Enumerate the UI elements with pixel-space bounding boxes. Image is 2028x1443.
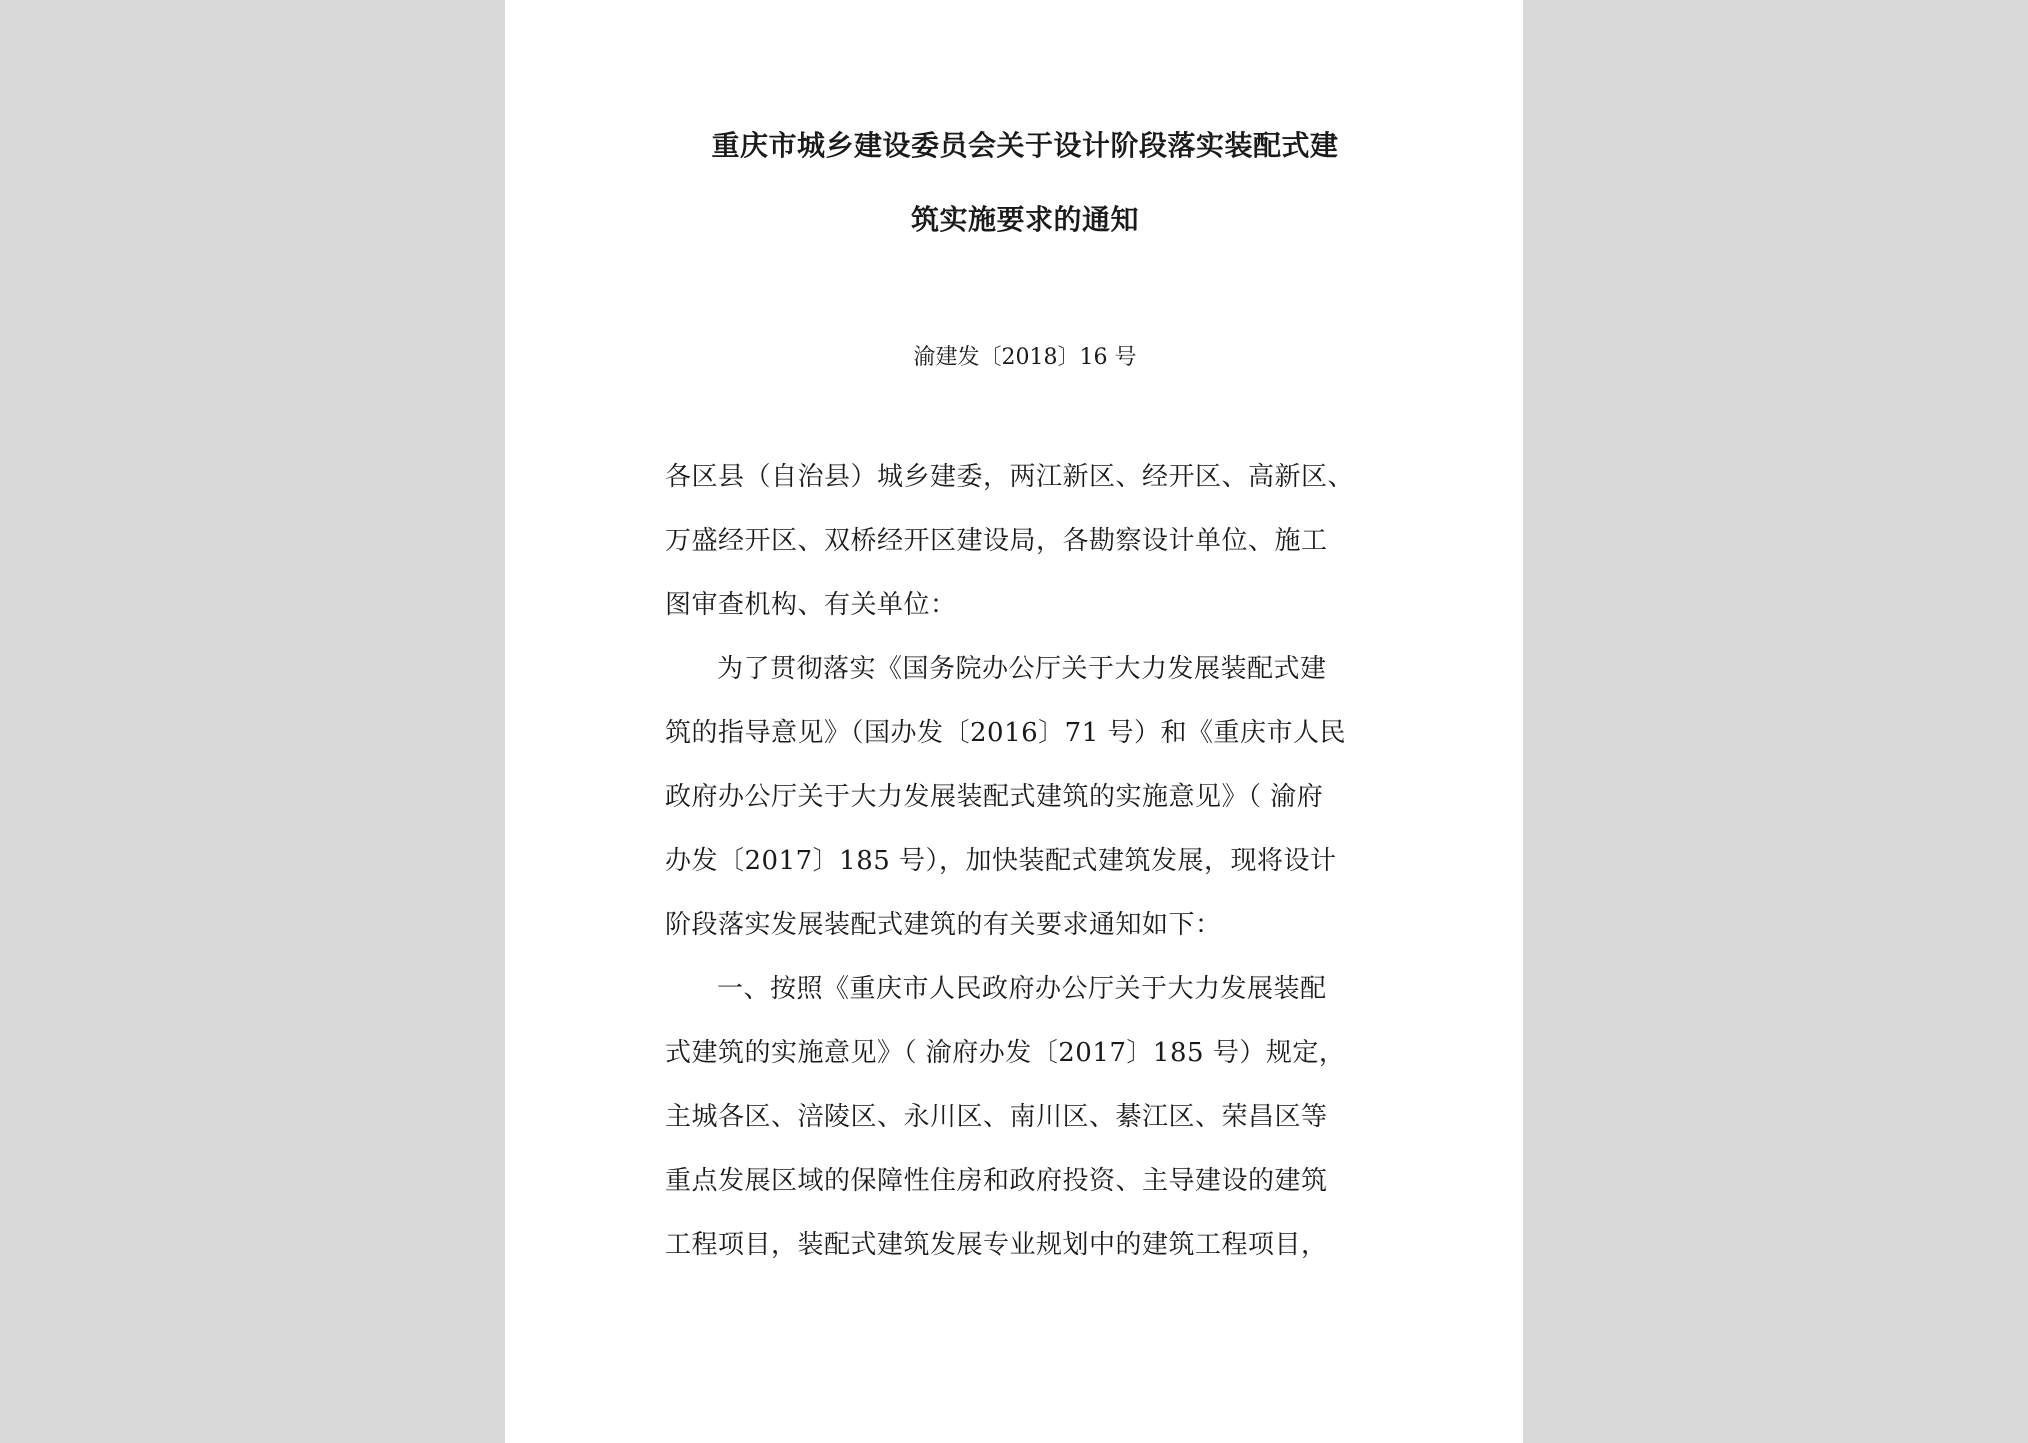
body-line: 政府办公厅关于大力发展装配式建筑的实施意见》（ 渝府 — [665, 782, 1324, 812]
body-line: 万盛经开区、双桥经开区建设局，各勘察设计单位、施工 — [665, 526, 1328, 556]
document-title-line-2: 筑实施要求的通知 — [910, 203, 1139, 236]
body-line: 一、按照《重庆市人民政府办公厅关于大力发展装配 — [717, 974, 1327, 1004]
body-line: 式建筑的实施意见》（ 渝府办发〔2017〕185 号）规定， — [665, 1038, 1346, 1068]
body-line: 筑的指导意见》（国办发〔2016〕71 号）和《重庆市人民 — [665, 718, 1347, 748]
body-line: 阶段落实发展装配式建筑的有关要求通知如下： — [665, 910, 1222, 940]
body-line: 各区县（自治县）城乡建委，两江新区、经开区、高新区、 — [665, 462, 1355, 492]
body-line: 办发〔2017〕185 号），加快装配式建筑发展，现将设计 — [665, 846, 1337, 876]
body-line: 图审查机构、有关单位： — [665, 590, 957, 620]
body-line: 为了贯彻落实《国务院办公厅关于大力发展装配式建 — [717, 654, 1327, 684]
body-line: 重点发展区域的保障性住房和政府投资、主导建设的建筑 — [665, 1166, 1328, 1196]
document-title-line-1: 重庆市城乡建设委员会关于设计阶段落实装配式建 — [711, 129, 1339, 162]
document-number: 渝建发〔2018〕16 号 — [913, 345, 1137, 370]
body-line: 主城各区、涪陵区、永川区、南川区、綦江区、荣昌区等 — [665, 1102, 1328, 1132]
body-line: 工程项目，装配式建筑发展专业规划中的建筑工程项目， — [665, 1230, 1328, 1260]
document-page — [505, 0, 1523, 1443]
